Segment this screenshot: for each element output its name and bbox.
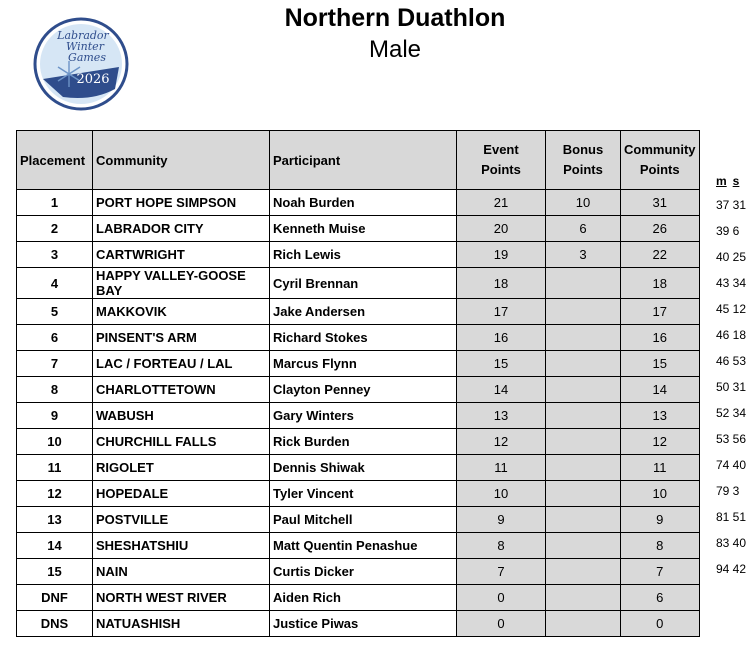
cell-placement: DNS <box>17 611 93 637</box>
cell-bonus-points <box>546 299 621 325</box>
cell-participant: Gary Winters <box>270 403 457 429</box>
cell-community: CHURCHILL FALLS <box>93 429 270 455</box>
cell-event-points: 8 <box>457 533 546 559</box>
cell-bonus-points <box>546 559 621 585</box>
cell-participant: Aiden Rich <box>270 585 457 611</box>
cell-participant: Dennis Shiwak <box>270 455 457 481</box>
cell-participant: Clayton Penney <box>270 377 457 403</box>
table-row <box>17 507 700 533</box>
cell-community-points: 17 <box>621 299 700 325</box>
cell-event-points: 15 <box>457 351 546 377</box>
time-value: 50 31 <box>716 380 747 394</box>
cell-participant: Kenneth Muise <box>270 216 457 242</box>
cell-community-points: 18 <box>621 268 700 299</box>
table-row <box>17 403 700 429</box>
cell-placement: 4 <box>17 268 93 299</box>
cell-community: NORTH WEST RIVER <box>93 585 270 611</box>
cell-community: LAC / FORTEAU / LAL <box>93 351 270 377</box>
cell-community: POSTVILLE <box>93 507 270 533</box>
cell-community: WABUSH <box>93 403 270 429</box>
cell-community-points: 14 <box>621 377 700 403</box>
cell-community-points: 16 <box>621 325 700 351</box>
cell-community: PORT HOPE SIMPSON <box>93 190 270 216</box>
cell-event-points: 16 <box>457 325 546 351</box>
col-header-placement: Placement <box>17 131 93 190</box>
cell-event-points: 12 <box>457 429 546 455</box>
cell-event-points: 7 <box>457 559 546 585</box>
cell-community-points: 31 <box>621 190 700 216</box>
cell-placement: 11 <box>17 455 93 481</box>
cell-bonus-points <box>546 455 621 481</box>
cell-community: LABRADOR CITY <box>93 216 270 242</box>
table-row <box>17 325 700 351</box>
cell-participant: Noah Burden <box>270 190 457 216</box>
times-header-s: s <box>732 174 740 188</box>
cell-event-points: 20 <box>457 216 546 242</box>
cell-participant: Curtis Dicker <box>270 559 457 585</box>
time-value: 40 25 <box>716 250 747 264</box>
cell-event-points: 18 <box>457 268 546 299</box>
cell-bonus-points <box>546 507 621 533</box>
cell-community: HOPEDALE <box>93 481 270 507</box>
cell-community-points: 13 <box>621 403 700 429</box>
cell-community-points: 11 <box>621 455 700 481</box>
cell-placement: DNF <box>17 585 93 611</box>
cell-placement: 9 <box>17 403 93 429</box>
cell-placement: 5 <box>17 299 93 325</box>
logo-text-line2: Winter <box>66 40 104 53</box>
cell-bonus-points <box>546 533 621 559</box>
cell-placement: 12 <box>17 481 93 507</box>
cell-event-points: 0 <box>457 611 546 637</box>
cell-placement: 10 <box>17 429 93 455</box>
cell-bonus-points <box>546 377 621 403</box>
time-value: 37 31 <box>716 198 747 212</box>
table-row <box>17 481 700 507</box>
cell-placement: 8 <box>17 377 93 403</box>
cell-event-points: 21 <box>457 190 546 216</box>
col-header-community-points <box>621 131 700 190</box>
col-header-community-points-line1: Community <box>624 142 696 157</box>
cell-placement: 15 <box>17 559 93 585</box>
cell-community: CHARLOTTETOWN <box>93 377 270 403</box>
cell-participant: Rich Lewis <box>270 242 457 268</box>
table-row <box>17 377 700 403</box>
table-row <box>17 299 700 325</box>
cell-participant: Marcus Flynn <box>270 351 457 377</box>
cell-participant: Justice Piwas <box>270 611 457 637</box>
times-header <box>716 174 745 188</box>
col-header-participant: Participant <box>270 131 457 190</box>
cell-community-points: 26 <box>621 216 700 242</box>
col-header-event-points-line2: Points <box>481 162 521 177</box>
cell-placement: 6 <box>17 325 93 351</box>
cell-participant: Matt Quentin Penashue <box>270 533 457 559</box>
cell-placement: 13 <box>17 507 93 533</box>
time-value: 74 40 <box>716 458 747 472</box>
col-header-bonus-points-line1: Bonus <box>562 142 604 157</box>
cell-event-points: 19 <box>457 242 546 268</box>
results-table <box>16 130 700 637</box>
cell-bonus-points: 3 <box>546 242 621 268</box>
table-row <box>17 455 700 481</box>
time-value: 81 51 <box>716 510 747 524</box>
table-row <box>17 533 700 559</box>
logo-year: 2026 <box>76 72 110 87</box>
time-value: 52 34 <box>716 406 747 420</box>
cell-community-points: 12 <box>621 429 700 455</box>
cell-participant: Rick Burden <box>270 429 457 455</box>
cell-participant: Paul Mitchell <box>270 507 457 533</box>
times-header-m: m <box>716 174 727 188</box>
cell-bonus-points: 6 <box>546 216 621 242</box>
cell-participant: Richard Stokes <box>270 325 457 351</box>
cell-bonus-points <box>546 611 621 637</box>
cell-bonus-points: 10 <box>546 190 621 216</box>
time-value: 43 34 <box>716 276 747 290</box>
cell-community: NAIN <box>93 559 270 585</box>
time-value: 46 18 <box>716 328 747 342</box>
time-value: 39 6 <box>716 224 740 238</box>
time-value: 53 56 <box>716 432 747 446</box>
cell-community-points: 9 <box>621 507 700 533</box>
cell-event-points: 17 <box>457 299 546 325</box>
cell-participant: Cyril Brennan <box>270 268 457 299</box>
cell-event-points: 10 <box>457 481 546 507</box>
cell-community: HAPPY VALLEY-GOOSE BAY <box>93 268 270 299</box>
col-header-event-points <box>457 131 546 190</box>
logo-text-line3: Games <box>68 51 106 64</box>
time-value: 79 3 <box>716 484 740 498</box>
col-header-event-points-line1: Event <box>483 142 519 157</box>
page-title: Northern Duathlon <box>284 4 506 32</box>
table-row <box>17 190 700 216</box>
logo-text-line1: Labrador <box>57 29 109 42</box>
time-value: 46 53 <box>716 354 747 368</box>
table-row <box>17 611 700 637</box>
cell-community-points: 22 <box>621 242 700 268</box>
table-row <box>17 559 700 585</box>
table-header-row <box>17 131 700 190</box>
cell-placement: 14 <box>17 533 93 559</box>
cell-placement: 2 <box>17 216 93 242</box>
cell-placement: 1 <box>17 190 93 216</box>
table-row <box>17 351 700 377</box>
page-subtitle: Male <box>368 36 422 63</box>
col-header-bonus-points <box>546 131 621 190</box>
cell-bonus-points <box>546 429 621 455</box>
cell-placement: 7 <box>17 351 93 377</box>
cell-community-points: 7 <box>621 559 700 585</box>
cell-community: SHESHATSHIU <box>93 533 270 559</box>
cell-participant: Jake Andersen <box>270 299 457 325</box>
time-value: 83 40 <box>716 536 747 550</box>
cell-community-points: 10 <box>621 481 700 507</box>
cell-community-points: 6 <box>621 585 700 611</box>
table-row <box>17 242 700 268</box>
cell-bonus-points <box>546 481 621 507</box>
cell-community: RIGOLET <box>93 455 270 481</box>
time-value: 94 42 <box>716 562 747 576</box>
col-header-community-points-line2: Points <box>639 162 680 177</box>
time-value: 45 12 <box>716 302 747 316</box>
table-row <box>17 585 700 611</box>
cell-community: NATUASHISH <box>93 611 270 637</box>
cell-bonus-points <box>546 403 621 429</box>
cell-bonus-points <box>546 325 621 351</box>
table-row <box>17 216 700 242</box>
cell-participant: Tyler Vincent <box>270 481 457 507</box>
cell-bonus-points <box>546 585 621 611</box>
cell-event-points: 11 <box>457 455 546 481</box>
cell-event-points: 0 <box>457 585 546 611</box>
cell-event-points: 13 <box>457 403 546 429</box>
col-header-bonus-points-line2: Points <box>563 162 603 177</box>
cell-community: PINSENT'S ARM <box>93 325 270 351</box>
cell-community-points: 15 <box>621 351 700 377</box>
col-header-community: Community <box>93 131 270 190</box>
cell-community-points: 8 <box>621 533 700 559</box>
cell-event-points: 9 <box>457 507 546 533</box>
cell-community-points: 0 <box>621 611 700 637</box>
cell-bonus-points <box>546 351 621 377</box>
cell-bonus-points <box>546 268 621 299</box>
cell-community: MAKKOVIK <box>93 299 270 325</box>
table-row <box>17 268 700 299</box>
cell-placement: 3 <box>17 242 93 268</box>
cell-event-points: 14 <box>457 377 546 403</box>
table-row <box>17 429 700 455</box>
cell-community: CARTWRIGHT <box>93 242 270 268</box>
